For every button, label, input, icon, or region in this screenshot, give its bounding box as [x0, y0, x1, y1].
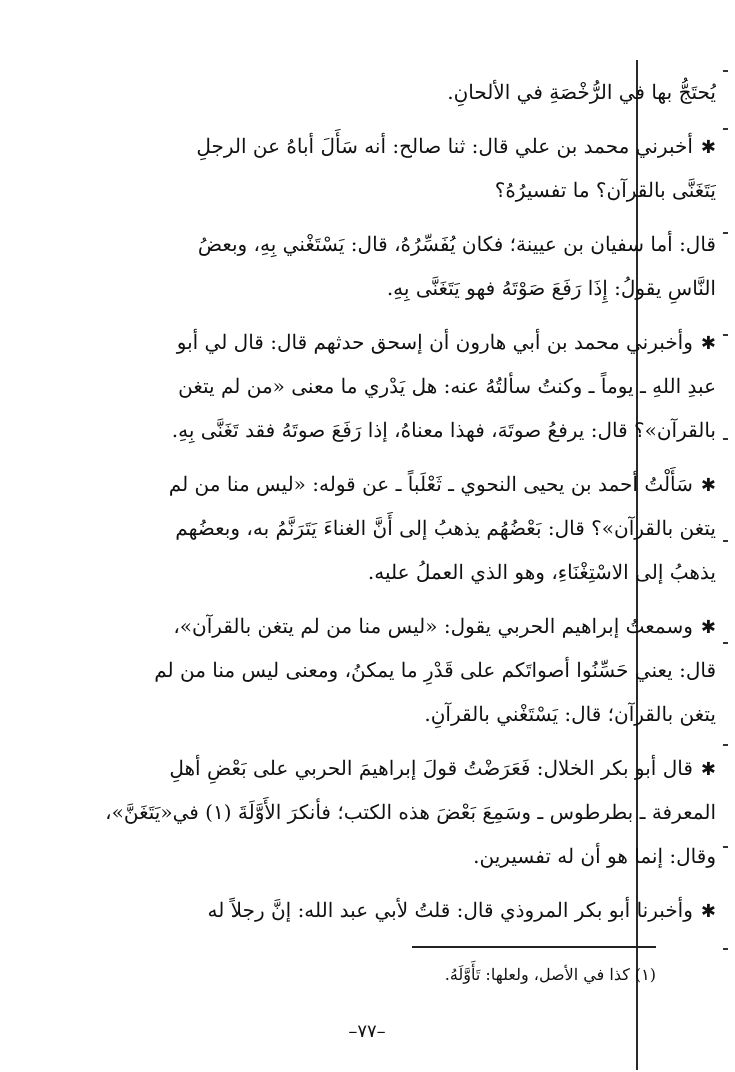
asterisk-bullet-icon: ✱ — [700, 137, 716, 158]
margin-mark — [723, 948, 728, 950]
text-line — [96, 746, 716, 790]
margin-mark — [723, 642, 728, 644]
asterisk-bullet-icon: ✱ — [700, 617, 716, 638]
text-line — [96, 888, 716, 932]
text-line: يذهبُ إلى الاسْتِغْنَاءِ، وهو الذي العملُ عليه. — [367, 560, 716, 584]
margin-mark — [723, 744, 728, 746]
footnote-separator — [412, 946, 656, 948]
margin-mark — [723, 334, 728, 336]
footnote: (١) كذا في الأصل، ولعلها: تَأَوَّلَهُ. — [444, 965, 656, 984]
asterisk-bullet-icon: ✱ — [700, 475, 716, 496]
paragraph — [96, 888, 716, 932]
paragraph — [96, 604, 716, 736]
margin-mark — [723, 540, 728, 542]
text-line-content: أخبرني محمد بن علي قال: ثنا صالح: أنه سَأَلَ أباهُ عن الرجلِ — [196, 134, 693, 158]
text-line — [96, 462, 716, 506]
margin-mark — [723, 70, 728, 72]
page-number: –٧٧– — [348, 1021, 386, 1042]
paragraph — [96, 320, 716, 452]
margin-mark — [723, 232, 728, 234]
text-line: قال: أما سفيان بن عيينة؛ فكان يُفَسِّرُهُ، قال: يَسْتَغْني بِهِ، وبعضُ — [197, 232, 716, 256]
text-line: يَتَغَنَّى بالقرآن؟ ما تفسيرُهُ؟ — [494, 178, 716, 202]
text-line: وقال: إنما هو أن له تفسيرين. — [473, 844, 716, 868]
text-line: بالقرآن»؟ قال: يرفعُ صوتَهَ، فهذا معناهُ، إذا رَفَعَ صوتَهُ فقد تَغَنَّى بِهِ. — [171, 418, 716, 442]
text-line: المعرفة ـ بطرطوس ـ وسَمِعَ بَعْضَ هذه الكتب؛ فأنكرَ الأَوَّلَةَ (١) في«يَتَغَنَّ»، — [105, 800, 716, 824]
text-line-content: وسمعتُ إبراهيم الحربي يقول: «ليس منا من لم يتغن بالقرآن»، — [173, 614, 693, 638]
text-line: عبدِ اللهِ ـ يوماً ـ وكنتُ سألتُهُ عنه: هل يَدْري ما معنى «من لم يتغن — [178, 374, 716, 398]
text-line — [96, 604, 716, 648]
text-line: قال: يعني حَسِّنُوا أصواتَكم على قَدْرِ ما يمكنُ، ومعنى ليس منا من لم — [154, 658, 716, 682]
text-line-content: وأخبرني محمد بن أبي هارون أن إسحق حدثهم قال: قال لي أبو — [176, 330, 693, 354]
paragraph — [96, 124, 716, 212]
text-line: يتغن بالقرآن»؟ قال: بَعْضُهُم يذهبُ إلى أَنَّ الغناءَ يَتَرَنَّمُ به، وبعضُهم — [175, 516, 716, 540]
paragraph — [96, 462, 716, 594]
paragraph — [96, 222, 716, 310]
text-line: يُحتَجُّ بها في الرُّخْصَةِ في الألحانِ. — [447, 80, 716, 104]
asterisk-bullet-icon: ✱ — [700, 901, 716, 922]
margin-mark — [723, 438, 728, 440]
margin-mark — [723, 846, 728, 848]
asterisk-bullet-icon: ✱ — [700, 333, 716, 354]
paragraph — [96, 746, 716, 878]
text-line-content: قال أبو بكر الخلال: فَعَرَضْتُ قولَ إبراهيمَ الحربي على بَعْضِ أهلِ — [169, 756, 693, 780]
text-line-content: وأخبرنا أبو بكر المروذي قال: قلتُ لأبي عبد الله: إنَّ رجلاً له — [207, 898, 693, 922]
text-line — [96, 124, 716, 168]
text-line — [96, 320, 716, 364]
text-line: النَّاسِ يقولُ: إِذَا رَفَعَ صَوْتَهُ فهو يَتَغَنَّى بِهِ. — [386, 276, 716, 300]
asterisk-bullet-icon: ✱ — [700, 759, 716, 780]
text-line-content: سَأَلْتُ أحمد بن يحيى النحوي ـ ثَعْلَباً ـ عن قوله: «ليس منا من لم — [168, 472, 693, 496]
text-line: يتغن بالقرآن؛ قال: يَسْتَغْني بالقرآنِ. — [424, 702, 716, 726]
margin-mark — [723, 128, 728, 130]
body-text — [96, 70, 716, 942]
paragraph — [96, 70, 716, 114]
